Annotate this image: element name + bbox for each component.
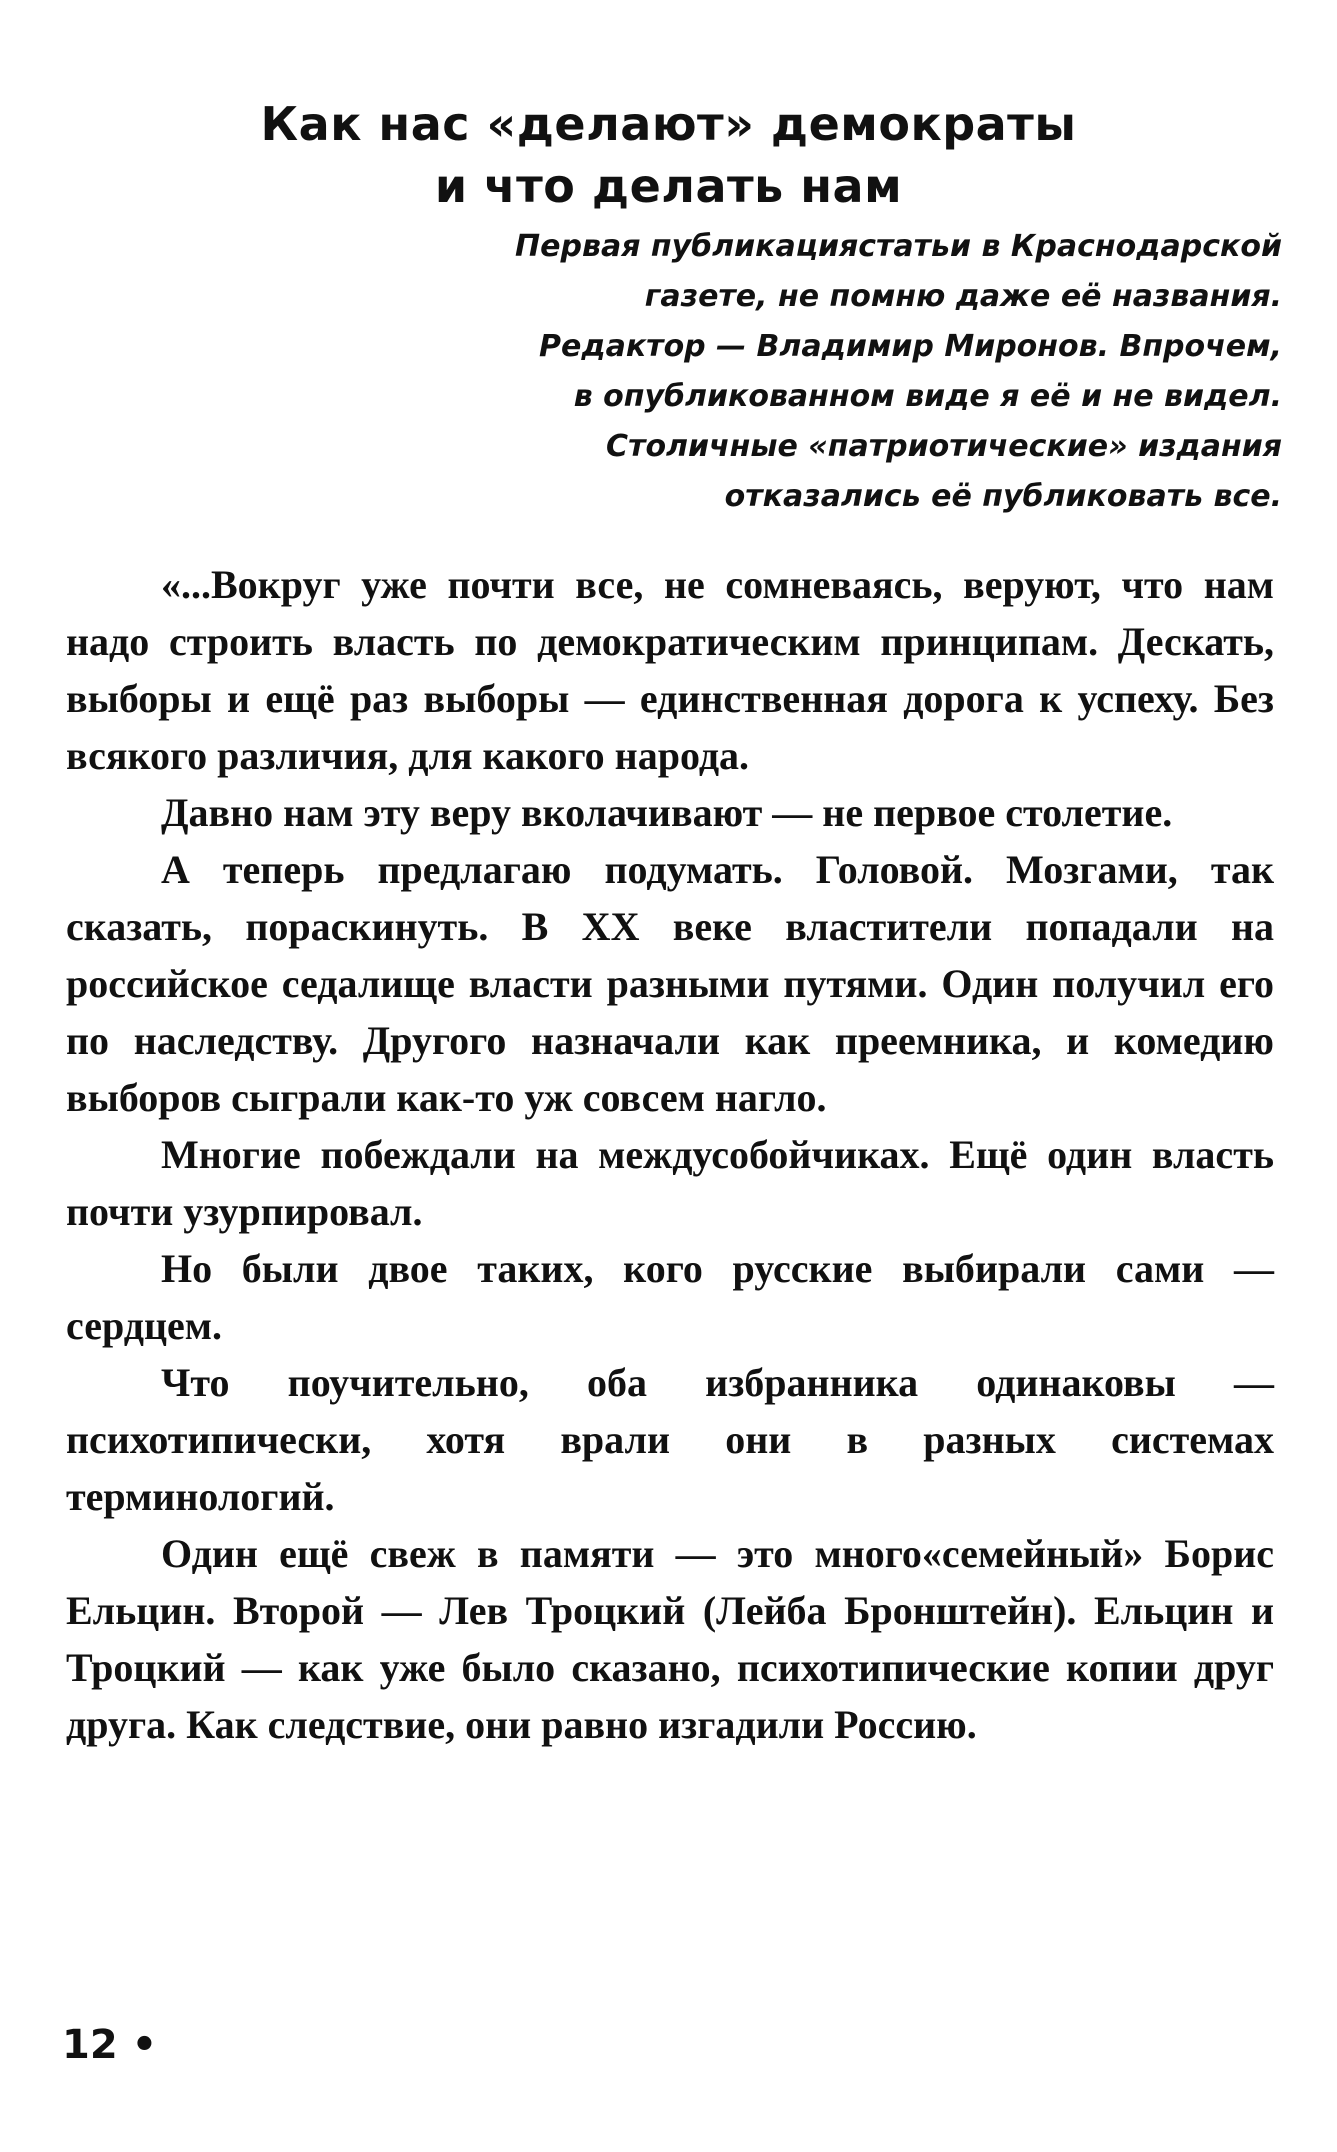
chapter-title-line-2: и что делать нам — [434, 158, 903, 213]
paragraph: Но были двое таких, кого русские выбирали сами — сердцем. — [66, 1246, 1274, 1348]
body-text — [66, 556, 1274, 1753]
paragraph: А теперь предлагаю подумать. Головой. Мозгами, так сказать, пораскинуть. В XX веке властители попадали на российское седалище власти разными путями. Один получил его по наследству. Другого назначали как преемника, и комедию выборов сыграли как-то уж совсем нагло. — [66, 847, 1274, 1120]
paragraph: Один ещё свеж в памяти — это много«семейный» Борис Ельцин. Второй — Лев Троцкий (Лейба Бронштейн). Ельцин и Троцкий — как уже было сказано, психотипические копии друг друга. Как следствие, они равно изгадили Россию. — [66, 1531, 1274, 1747]
paragraph: Многие побеждали на междусобойчиках. Ещё один власть почти узурпировал. — [66, 1132, 1274, 1234]
epigraph-line: Столичные «патриотические» издания — [606, 429, 1282, 464]
page-number: 12 • — [62, 2022, 158, 2068]
epigraph-line: газете, не помню даже её названия. — [644, 279, 1282, 314]
chapter-title-line-1: Как нас «делают» демократы — [260, 96, 1077, 151]
epigraph — [382, 222, 1282, 522]
paragraph: Давно нам эту веру вколачивают — не первое столетие. — [161, 790, 1173, 835]
epigraph-line: отказались её публиковать все. — [724, 479, 1282, 514]
paragraph: Что поучительно, оба избранника одинаковы — психотипически, хотя врали они в разных системах терминологий. — [66, 1360, 1274, 1519]
paragraph: «...Вокруг уже почти все, не сомневаясь, веруют, что нам надо строить власть по демократическим принципам. Дескать, выборы и ещё раз выборы — единственная дорога к успеху. Без всякого различия, для какого народа. — [66, 562, 1274, 778]
epigraph-line: Первая публикацияcтатьи в Краснодарской — [515, 229, 1282, 264]
epigraph-line: в опубликованном виде я её и не видел. — [573, 379, 1282, 414]
epigraph-line: Редактор — Владимир Миронов. Впрочем, — [539, 329, 1282, 364]
chapter-title — [0, 93, 1337, 217]
